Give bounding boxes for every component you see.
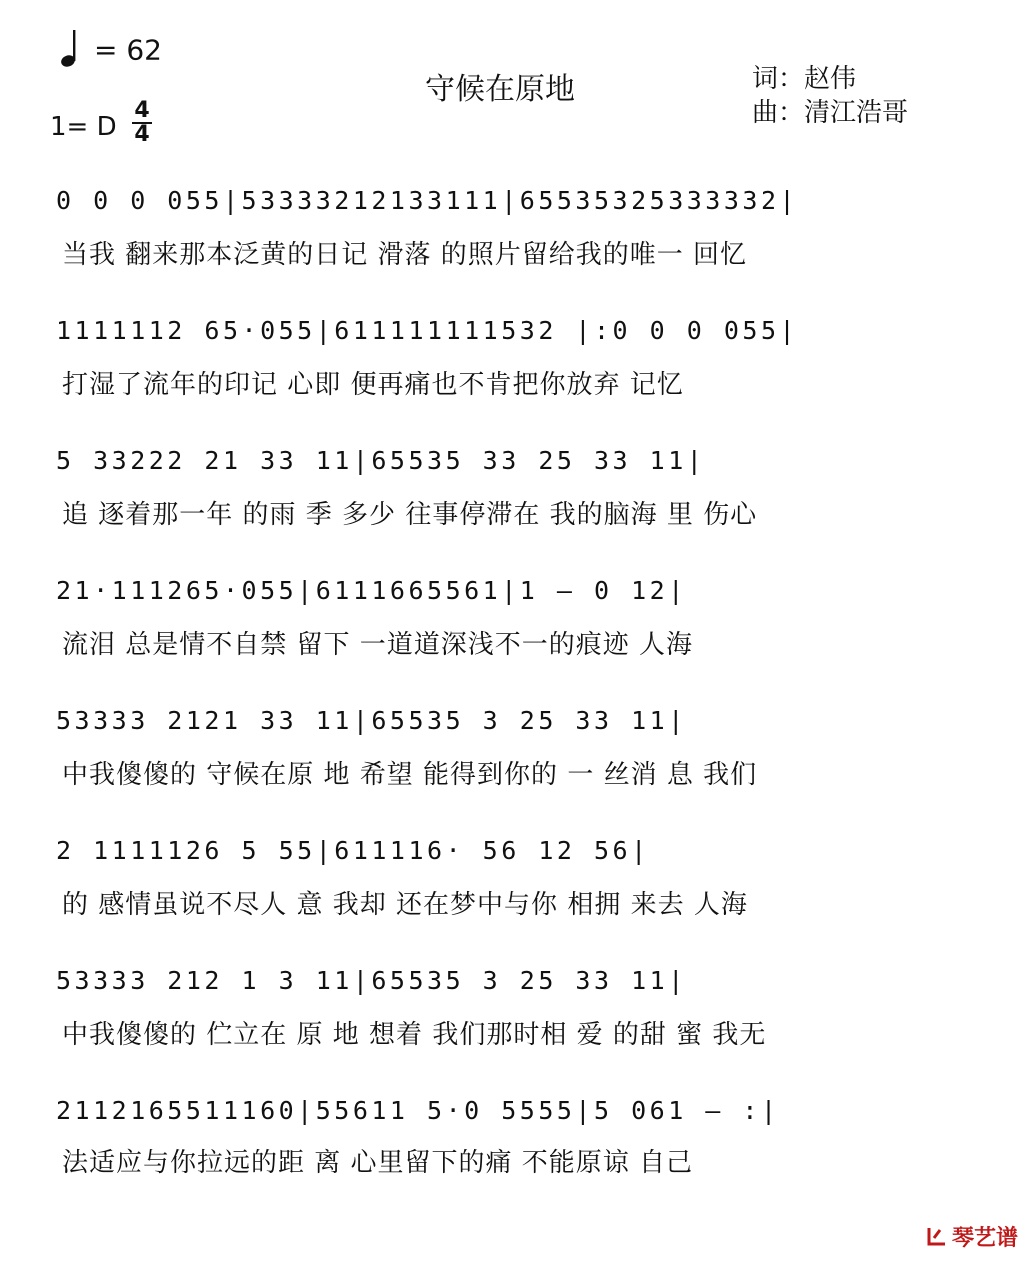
score-notes-line-5: 53333 2121 33 11|65535 3 25 33 11| [56,706,687,735]
lyrics-line-1: 当我 翻来那本泛黄的日记 滑落 的照片留给我的唯一 回忆 [62,240,748,270]
tempo-value: = 62 [94,33,162,67]
score-notes-line-8: 2112165511160|55611 5·0 5555|5 061 — :| [56,1096,780,1125]
watermark [926,1221,1018,1253]
score-notes-line-3: 5 33222 21 33 11|65535 33 25 33 11| [56,446,706,475]
lyrics-line-5: 中我傻傻的 守候在原 地 希望 能得到你的 一 丝消 息 我们 [62,760,758,790]
composer: 曲：清江浩哥 [752,98,909,128]
lyrics-line-8: 法适应与你拉远的距 离 心里留下的痛 不能原谅 自己 [62,1148,694,1178]
credits [752,62,908,130]
lyricist: 词：赵伟 [752,64,857,94]
score-notes-line-6: 2 1111126 5 55|611116· 56 12 56| [56,836,650,865]
time-signature-top: 4 [134,98,150,123]
lyrics-line-7: 中我傻傻的 伫立在 原 地 想着 我们那时相 爱 的甜 蜜 我无 [62,1020,767,1050]
qinyipu-logo-icon [926,1225,948,1253]
lyrics-line-4: 流泪 总是情不自禁 留下 一道道深浅不一的痕迹 人海 [62,630,694,660]
lyrics-line-2: 打湿了流年的印记 心即 便再痛也不肯把你放弃 记忆 [62,370,684,400]
time-signature-bottom: 4 [134,122,150,147]
key-signature: 1= D [50,112,117,142]
watermark-text: 琴艺谱 [951,1226,1018,1251]
score-notes-line-4: 21·111265·055|6111665561|1 — 0 12| [56,576,687,605]
score-notes-line-2: 1111112 65·055|611111111532 |:0 0 0 055| [56,316,799,345]
song-title: 守候在原地 [425,72,575,107]
score-notes-line-7: 53333 212 1 3 11|65535 3 25 33 11| [56,966,687,995]
lyrics-line-6: 的 感情虽说不尽人 意 我却 还在梦中与你 相拥 来去 人海 [62,890,748,920]
lyrics-line-3: 追 逐着那一年 的雨 季 多少 往事停滞在 我的脑海 里 伤心 [62,500,758,530]
score-notes-line-1: 0 0 0 055|53333212133111|65535325333332| [56,186,799,215]
